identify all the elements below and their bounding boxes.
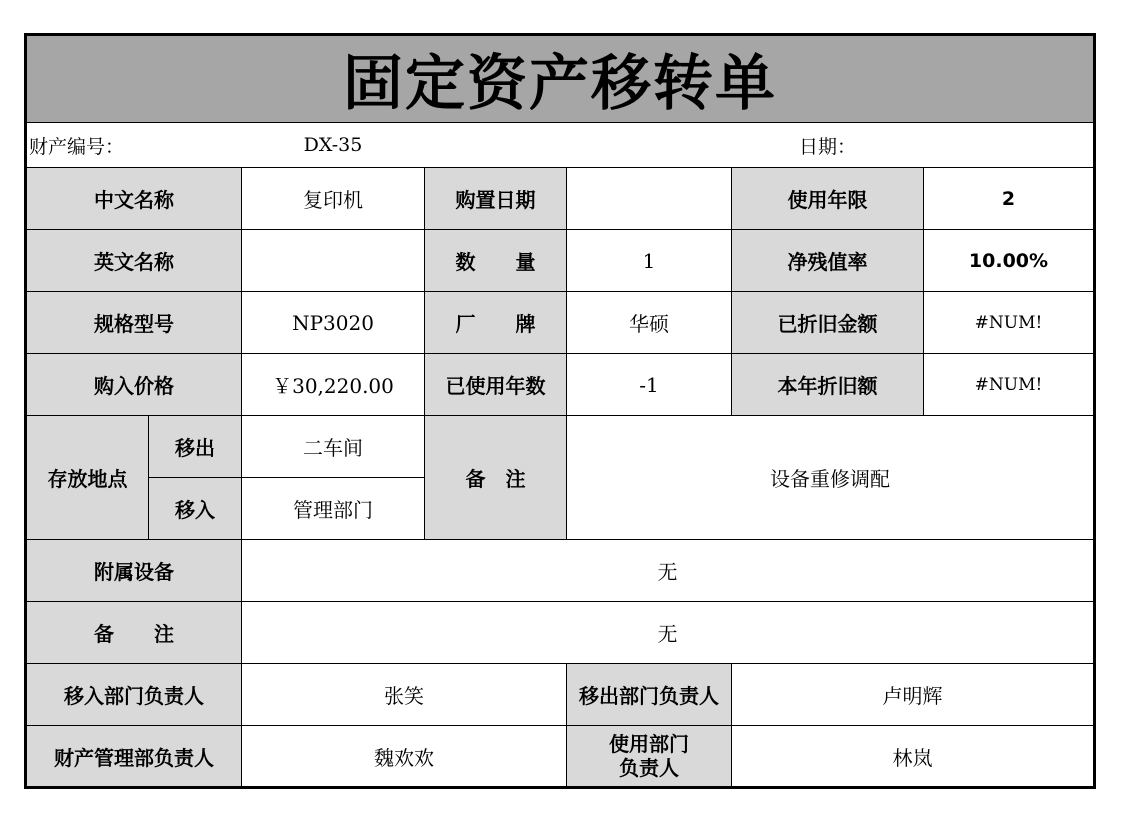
purchase-price-value[interactable]: ￥30,220.00 [242,354,425,416]
move-out-value[interactable]: 二车间 [242,416,425,478]
storage-location-label: 存放地点 [26,416,149,540]
accumulated-depreciation-label: 已折旧金额 [732,292,924,354]
residual-rate-label: 净残值率 [732,230,924,292]
chinese-name-value[interactable]: 复印机 [242,168,425,230]
accessory-label: 附属设备 [26,540,242,602]
accessory-value[interactable]: 无 [242,540,1095,602]
asset-transfer-form [24,33,1096,789]
user-dept-head-label [567,726,732,788]
receiving-dept-head-label: 移入部门负责人 [26,664,242,726]
brand-label: 厂 牌 [425,292,567,354]
purchase-date-value[interactable] [567,168,732,230]
purchase-price-label: 购入价格 [26,354,242,416]
date-label: 日期： [732,123,924,168]
asset-no-value[interactable]: DX-35 [242,123,425,168]
form-title: 固定资产移转单 [26,35,1095,123]
move-out-label: 移出 [149,416,242,478]
brand-value[interactable]: 华硕 [567,292,732,354]
location-remark-label: 备 注 [425,416,567,540]
remark-label: 备 注 [26,602,242,664]
english-name-label: 英文名称 [26,230,242,292]
remark-value[interactable]: 无 [242,602,1095,664]
purchase-date-label: 购置日期 [425,168,567,230]
receiving-dept-head-value[interactable]: 张笑 [242,664,567,726]
service-life-value[interactable]: 2 [924,168,1095,230]
quantity-label: 数 量 [425,230,567,292]
property-mgmt-head-value[interactable]: 魏欢欢 [242,726,567,788]
user-dept-head-label-line2: 负责人 [619,756,679,780]
service-life-label: 使用年限 [732,168,924,230]
property-mgmt-head-label: 财产管理部负责人 [26,726,242,788]
info-spacer [425,123,732,168]
sending-dept-head-label: 移出部门负责人 [567,664,732,726]
residual-rate-value[interactable]: 10.00% [924,230,1095,292]
move-in-label: 移入 [149,478,242,540]
user-dept-head-label-line1: 使用部门 [609,732,689,756]
model-label: 规格型号 [26,292,242,354]
user-dept-head-value[interactable]: 林岚 [732,726,1095,788]
quantity-value[interactable]: 1 [567,230,732,292]
english-name-value[interactable] [242,230,425,292]
move-in-value[interactable]: 管理部门 [242,478,425,540]
accumulated-depreciation-value[interactable]: #NUM! [924,292,1095,354]
years-used-label: 已使用年数 [425,354,567,416]
years-used-value[interactable]: -1 [567,354,732,416]
annual-depreciation-value[interactable]: #NUM! [924,354,1095,416]
date-value[interactable] [924,123,1095,168]
sending-dept-head-value[interactable]: 卢明辉 [732,664,1095,726]
annual-depreciation-label: 本年折旧额 [732,354,924,416]
location-remark-value[interactable]: 设备重修调配 [567,416,1095,540]
model-value[interactable]: NP3020 [242,292,425,354]
chinese-name-label: 中文名称 [26,168,242,230]
asset-no-label: 财产编号： [26,123,242,168]
